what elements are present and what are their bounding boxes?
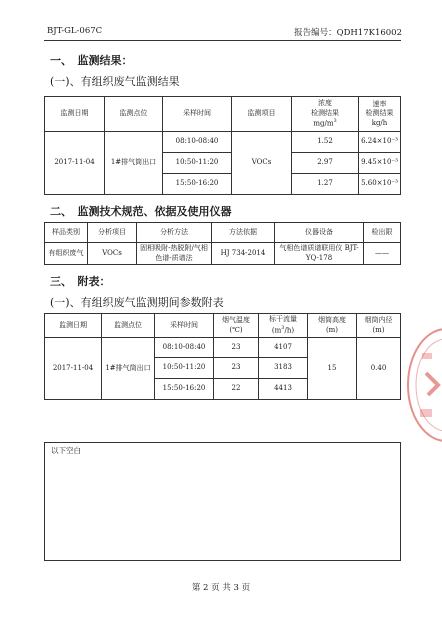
th-date: 监测日期 xyxy=(45,97,105,132)
section3-subtitle: (一)、有组织废气监测期间参数附表 xyxy=(50,296,224,309)
cell-basis: HJ 734-2014 xyxy=(212,243,275,265)
th-time: 采样时间 xyxy=(163,97,232,132)
th-analysis-item: 分析项目 xyxy=(88,223,137,243)
cell-item: VOCs xyxy=(232,132,292,195)
table-row xyxy=(45,132,401,153)
cell-point: 1#排气筒出口 xyxy=(105,132,163,195)
cell-rate: 5.60×10⁻³ xyxy=(359,174,401,195)
cell-concentration: 1.27 xyxy=(292,174,359,195)
th-diameter: 烟筒内径 (m) xyxy=(357,314,401,338)
cell-time: 10:50-11:20 xyxy=(163,153,232,174)
cell-concentration: 1.52 xyxy=(292,132,359,153)
th-limit: 检出限 xyxy=(364,223,401,243)
cell-date: 2017-11-04 xyxy=(45,132,105,195)
cell-concentration: 2.97 xyxy=(292,153,359,174)
table-row xyxy=(45,243,401,265)
cell-rate: 6.24×10⁻³ xyxy=(359,132,401,153)
document-code: BJT-GL-067C xyxy=(47,26,103,36)
cell-analysis-item: VOCs xyxy=(88,243,137,265)
header-rule xyxy=(44,40,401,41)
cell-diameter: 0.40 xyxy=(357,338,401,400)
page-number: 第 2 页 共 3 页 xyxy=(191,583,251,593)
th-point: 监测点位 xyxy=(102,314,155,338)
th-time: 采样时间 xyxy=(155,314,214,338)
parameter-table xyxy=(44,313,401,400)
cell-temperature: 23 xyxy=(214,338,259,358)
section1-subtitle: (一)、有组织废气监测结果 xyxy=(50,75,180,88)
th-temperature: 烟气温度 (℃) xyxy=(214,314,259,338)
cell-method: 固相吸附-热脱附/气相色谱-质谱法 xyxy=(137,243,212,265)
section1-title: 一、 监测结果： xyxy=(50,54,133,67)
method-table xyxy=(44,222,401,265)
th-instrument: 仪器设备 xyxy=(275,223,364,243)
cell-flow: 4107 xyxy=(259,338,308,358)
cell-temperature: 23 xyxy=(214,358,259,379)
th-basis: 方法依据 xyxy=(212,223,275,243)
seal-stamp-icon xyxy=(406,325,442,445)
cell-instrument: 气相色谱质谱联用仪 BJT-YQ-178 xyxy=(275,243,364,265)
th-date: 监测日期 xyxy=(45,314,102,338)
th-category: 样品类别 xyxy=(45,223,88,243)
cell-category: 有组织废气 xyxy=(45,243,88,265)
cell-rate: 9.45×10⁻³ xyxy=(359,153,401,174)
cell-time: 15:50-16:20 xyxy=(163,174,232,195)
section3-title: 三、 附表： xyxy=(50,275,111,288)
cell-temperature: 22 xyxy=(214,379,259,400)
cell-limit: —— xyxy=(364,243,401,265)
blank-note-box xyxy=(44,442,401,561)
cell-time: 08:10-08:40 xyxy=(155,338,214,358)
section2-title: 二、 监测技术规范、依据及使用仪器 xyxy=(50,205,232,218)
th-rate: 速率 检测结果 kg/h xyxy=(359,97,401,132)
cell-flow: 4413 xyxy=(259,379,308,400)
table-row xyxy=(45,338,401,358)
cell-time: 10:50-11:20 xyxy=(155,358,214,379)
cell-height: 15 xyxy=(308,338,357,400)
th-height: 烟筒高度 (m) xyxy=(308,314,357,338)
cell-date: 2017-11-04 xyxy=(45,338,102,400)
cell-time: 15:50-16:20 xyxy=(155,379,214,400)
cell-point: 1#排气筒出口 xyxy=(102,338,155,400)
th-concentration: 浓度 检测结果 $mg/m^3$ xyxy=(292,97,359,132)
th-method: 分析方法 xyxy=(137,223,212,243)
blank-note: 以下空白 xyxy=(51,446,81,455)
report-number: 报告编号：QDH17K16002 xyxy=(294,28,402,38)
th-item: 监测项目 xyxy=(232,97,292,132)
emission-results-table xyxy=(44,96,401,195)
cell-time: 08:10-08:40 xyxy=(163,132,232,153)
th-point: 监测点位 xyxy=(105,97,163,132)
cell-flow: 3183 xyxy=(259,358,308,379)
th-flow: 标干流量 $(m^3/h)$ xyxy=(259,314,308,338)
